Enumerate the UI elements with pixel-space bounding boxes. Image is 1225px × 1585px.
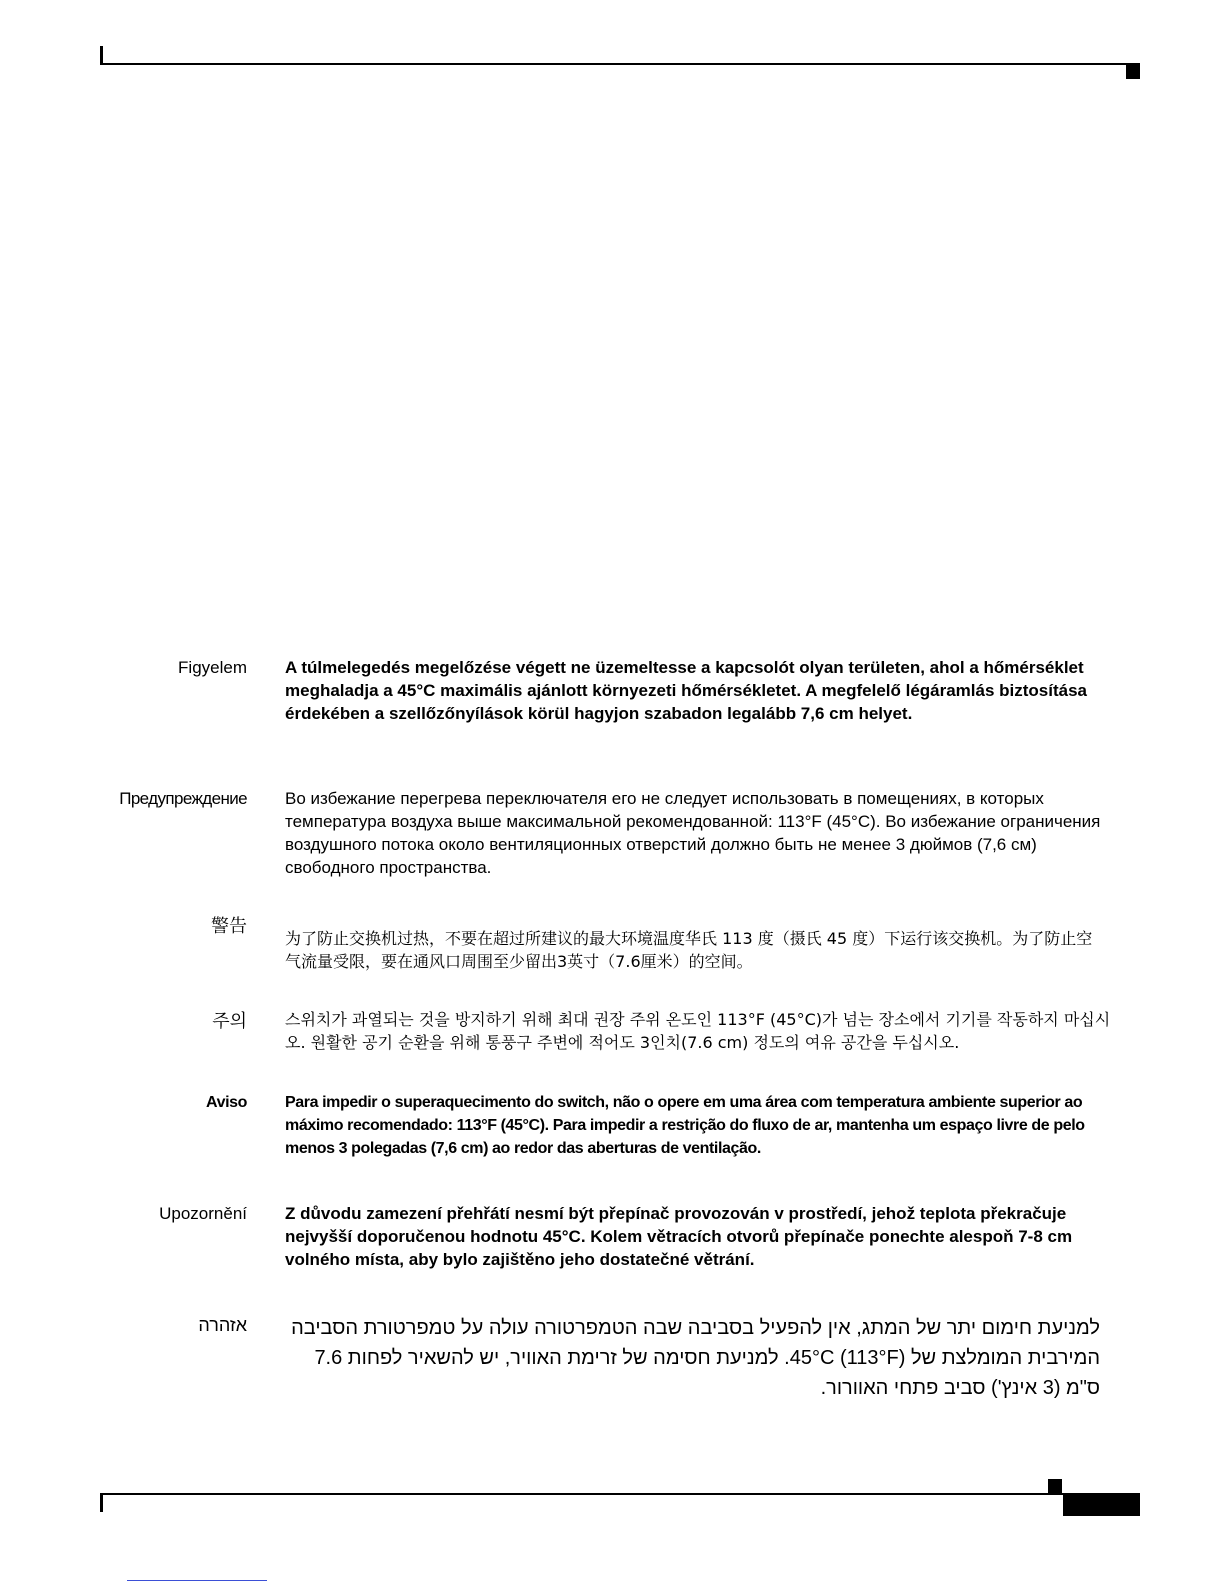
warning-label: Предупреждение	[119, 789, 247, 808]
footer-corner-square	[1048, 1479, 1062, 1493]
warning-label: 주의	[212, 1011, 247, 1032]
footer-rule	[100, 1493, 1140, 1495]
footer-left-tick	[100, 1493, 103, 1512]
warning-label: Figyelem	[178, 658, 247, 677]
warning-label: אזהרה	[198, 1315, 247, 1335]
header-rule	[100, 63, 1140, 65]
warning-text: Во избежание перегрева переключателя его не следует использовать в помещениях, в которых температура воздуха выше максимальной рекомендованной: 113°F (45°C). Во избежание ограничения воздушного потока около вентиляционных отверстий должно быть не менее 3 дюймов (7,6 см) свободного пространства.	[285, 789, 1101, 877]
footer-link-underline	[127, 1580, 267, 1581]
header-corner-square	[1126, 65, 1140, 79]
warning-label: Aviso	[206, 1094, 247, 1111]
footer-page-tab	[1063, 1494, 1140, 1516]
warning-text: 스위치가 과열되는 것을 방지하기 위해 최대 권장 주위 온도인 113°F (45°C)가 넘는 장소에서 기기를 작동하지 마십시오. 원활한 공기 순환을 위해 통풍구 주변에 적어도 3인치(7.6 cm) 정도의 여유 공간을 두십시오.	[285, 1010, 1111, 1052]
warning-text: A túlmelegedés megelőzése végett ne üzemeltesse a kapcsolót olyan területen, ahol a hőmérséklet meghaladja a 45°C maximális ajánlott környezeti hőmérsékletet. A megfelelő légáramlás biztosítása érdekében a szellőzőnyílások körül hagyjon szabadon legalább 7,6 cm helyet.	[285, 658, 1088, 723]
warning-label: Upozornění	[159, 1204, 247, 1223]
warning-text: Z důvodu zamezení přehřátí nesmí být přepínač provozován v prostředí, jehož teplota překračuje nejvyšší doporučenou hodnotu 45°C. Kolem větracích otvorů přepínače ponechte alespoň 7-8 cm volného místa, aby bylo zajištěno jeho dostatečné větrání.	[285, 1204, 1073, 1269]
warning-text: למניעת חימום יתר של המתג, אין להפעיל בסביבה שבה הטמפרטורה עולה על טמפרטורת הסביבה המירבית המומלצת של 45°C (113°F). למניעת חסימה של זרימת האוויר, יש להשאיר לפחות 7.6 ס"מ (3 אינץ') סביב פתחי האוורור.	[291, 1317, 1100, 1399]
warning-text: Para impedir o superaquecimento do switch, não o opere em uma área com temperatura ambiente superior ao máximo recomendado: 113°F (45°C). Para impedir a restrição do fluxo de ar, mantenha um espaço livre de pelo menos 3 polegadas (7,6 cm) ao redor das aberturas de ventilação.	[285, 1094, 1085, 1157]
warning-text: 为了防止交换机过热，不要在超过所建议的最大环境温度华氏 113 度（摄氏 45 度）下运行该交换机。为了防止空气流量受限，要在通风口周围至少留出3英寸（7.6厘米）的空间。	[285, 929, 1093, 971]
warning-label: 警告	[211, 916, 247, 937]
